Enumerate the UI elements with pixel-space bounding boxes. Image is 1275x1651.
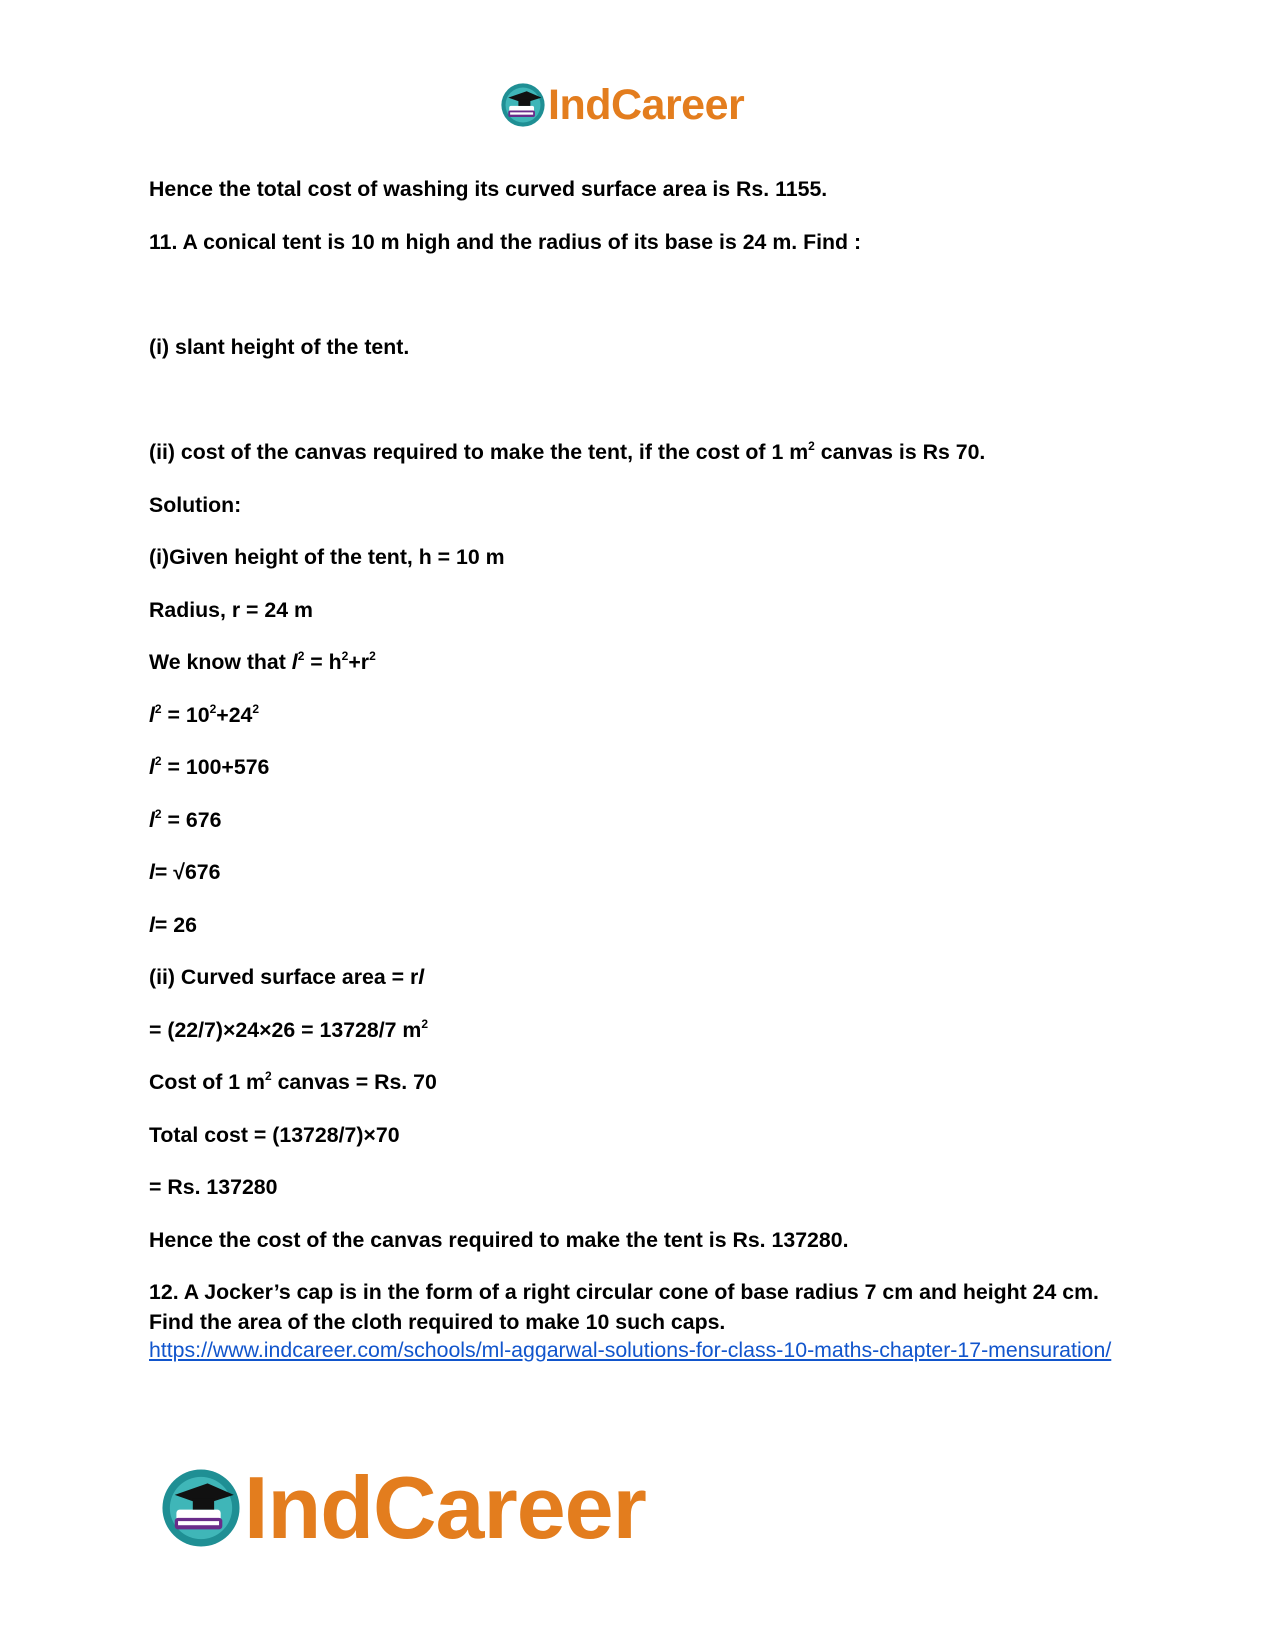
equation-line: $l^2 = 10^2+24^2$ bbox=[149, 702, 260, 727]
header-logo bbox=[500, 80, 744, 130]
total-result: = Rs. 137280 bbox=[149, 1175, 278, 1199]
graduation-cap-book-icon bbox=[500, 82, 546, 128]
cost-per-m2: Cost of 1 $m^2$ canvas = Rs. 70 bbox=[149, 1069, 437, 1094]
conclusion: Hence the cost of the canvas required to make the tent is Rs. 137280. bbox=[149, 1228, 849, 1252]
equation-line: $l^2 = 676$ bbox=[149, 807, 222, 832]
csa-formula: (ii) Curved surface area = rl bbox=[149, 965, 425, 989]
given-radius: Radius, r = 24 m bbox=[149, 598, 313, 622]
equation-line: l= 26 bbox=[149, 913, 197, 937]
total-cost: Total cost = (13728/7)×70 bbox=[149, 1123, 400, 1147]
brand-name: IndCareer bbox=[244, 1458, 646, 1557]
footer-logo bbox=[160, 1458, 646, 1557]
given-height: (i)Given height of the tent, h = 10 m bbox=[149, 545, 505, 569]
graduation-cap-book-icon bbox=[160, 1467, 242, 1549]
formula-line: We know that $l^2 = h^2+r^2$ bbox=[149, 649, 376, 674]
source-link[interactable]: https://www.indcareer.com/schools/ml-aggarwal-solutions-for-class-10-maths-chapter-17-mensuration/ bbox=[149, 1338, 1112, 1362]
question-11: 11. A conical tent is 10 m high and the radius of its base is 24 m. Find : bbox=[149, 230, 862, 254]
csa-calculation: = (22/7)×24×26 = 13728/7 $m^2$ bbox=[149, 1017, 429, 1042]
question-11-part-i: (i) slant height of the tent. bbox=[149, 335, 410, 359]
text-line: Hence the total cost of washing its curved surface area is Rs. 1155. bbox=[149, 177, 828, 201]
solution-heading: Solution: bbox=[149, 493, 242, 517]
equation-line: $l^2 = 100+576$ bbox=[149, 754, 270, 779]
question-11-part-ii: (ii) cost of the canvas required to make the tent, if the cost of 1 $m^2$ canvas is Rs 70. bbox=[149, 439, 986, 464]
equation-line: l= √676 bbox=[149, 860, 221, 884]
question-12: 12. A Jocker’s cap is in the form of a right circular cone of base radius 7 cm and height 24 cm. Find the area of the cloth required to make 10 such caps. bbox=[149, 1280, 1099, 1334]
brand-name: IndCareer bbox=[548, 80, 745, 129]
